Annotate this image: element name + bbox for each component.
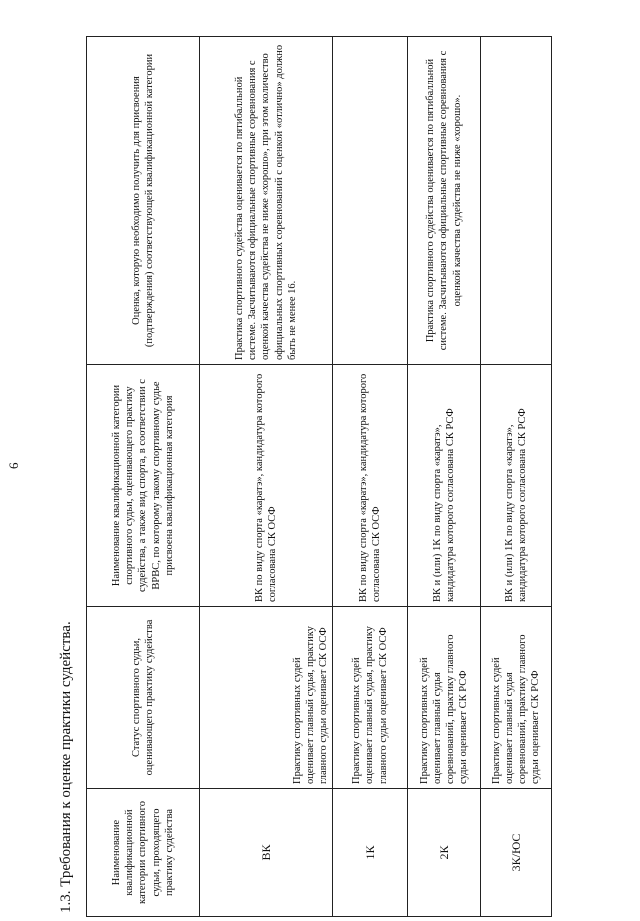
page-number: 6 (6, 462, 21, 469)
category-cell: 1К (333, 789, 408, 917)
evaluator-cell: ВК и (или) 1К по виду спорта «каратэ», кандидатура которого согласована СК РСФ (408, 365, 481, 607)
status-cell: Практику спортивных судей оценивает главный судья, практику главного судьи оценивает СК ОСФ (200, 607, 333, 789)
grade-cell: Практика спортивного судейства оценивается по пятибалльной системе. Засчитываются официальные спортивные соревнования с оценкой качества судейства не ниже «хорошо». (408, 37, 481, 365)
category-cell: 3К/ЮС (481, 789, 552, 917)
table-row (481, 37, 552, 917)
table-header-row (87, 37, 200, 917)
status-cell: Практику спортивных судей оценивает главный судья, практику главного судьи оценивает СК ОСФ (333, 607, 408, 789)
grade-cell: Практика спортивного судейства оценивается по пятибалльной системе. Засчитываются официальные спортивные соревнования с оценкой качества судейства не ниже «хорошо», при этом количество официальных спортивных соревнований с оценкой «отлично» должно быть не менее 16. (200, 37, 333, 365)
grade-cell (481, 37, 552, 365)
table-row (200, 37, 333, 917)
section-heading: 1.3. Требования к оценке практики судейства. (58, 621, 74, 913)
status-cell: Практику спортивных судей оценивает главный судья соревнований, практику главного судьи оценивает СК РСФ (408, 607, 481, 789)
category-cell: 2К (408, 789, 481, 917)
header-evaluator-status: Статус спортивного судьи, оценивающего практику судейства (87, 607, 200, 789)
requirements-table (86, 36, 552, 917)
header-evaluator-category: Наименование квалификационной категории спортивного судьи, оценивающего практику судейства, а также вид спорта, в соответствии с ВРВС, по которому такому спортивному судье присвоена квалификационная категория (87, 365, 200, 607)
evaluator-cell: ВК по виду спорта «каратэ», кандидатура которого согласована СК ОСФ (200, 365, 333, 607)
grade-cell (333, 37, 408, 365)
header-category: Наименование квалификационной категории спортивного судьи, проходящего практику судейства (87, 789, 200, 917)
header-required-grade: Оценка, которую необходимо получить для присвоения (подтверждения) соответствующей квалификационной категории (87, 37, 200, 365)
evaluator-cell: ВК и (или) 1К по виду спорта «каратэ», кандидатура которого согласована СК РСФ (481, 365, 552, 607)
category-cell: ВК (200, 789, 333, 917)
status-cell: Практику спортивных судей оценивает главный судья соревнований, практику главного судьи оценивает СК РСФ (481, 607, 552, 789)
table-row (408, 37, 481, 917)
table-row (333, 37, 408, 917)
evaluator-cell: ВК по виду спорта «каратэ», кандидатура которого согласована СК ОСФ (333, 365, 408, 607)
